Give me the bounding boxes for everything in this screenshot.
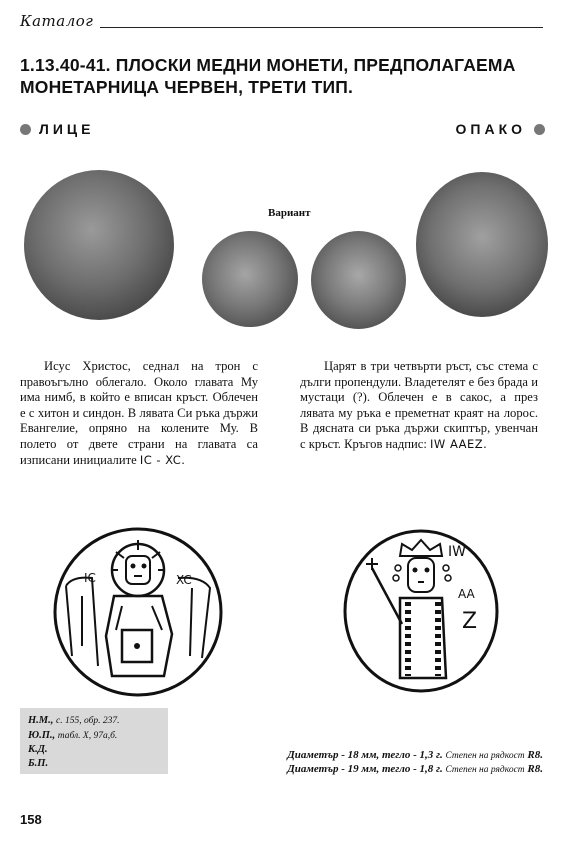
obverse-label <box>20 121 94 137</box>
obverse-label-text: ЛИЦЕ <box>39 121 95 137</box>
page-number: 158 <box>20 812 42 827</box>
svg-text:IC: IC <box>84 571 96 585</box>
variant-label: Вариант <box>268 207 311 219</box>
bullet-icon <box>534 124 545 135</box>
spec-line: Диаметър - 19 мм, тегло - 1,8 г. Степен на рядкост R8. <box>287 763 543 775</box>
references-box <box>20 708 168 774</box>
obverse-description-text: Исус Христос, седнал на трон с правоъгълно облегало. Около главата Му има нимб, в който е вписан кръст. Облечен е с хитон и синдон. В лявата Си ръка държи Евангелие, опряно на колените Му. В полето от двете страни на главата са изписани инициалите <box>20 359 258 467</box>
reverse-coin-photo <box>416 172 548 317</box>
reverse-legend: IW AAEZ. <box>430 436 488 451</box>
reverse-description-text: Царят в три четвърти ръст, със стема с дълги пропендули. Владетелят е без брада и мустаци (?). Облечен е в сакос, а през лявата му ръка е преметнат краят на лорос. В дясната си ръка държи скиптър, увенчан с кръст. Кръгов надпис: <box>300 359 538 451</box>
reference-line: К.Д. <box>28 744 48 755</box>
svg-text:Z: Z <box>462 609 478 634</box>
header-rule <box>100 27 543 28</box>
bullet-icon <box>20 124 31 135</box>
catalog-header: Каталог <box>20 12 94 30</box>
obverse-legend: IC - XC. <box>139 452 186 467</box>
svg-text:AA: AA <box>458 587 475 601</box>
reverse-label <box>456 121 546 137</box>
variant-obverse-coin-photo <box>202 231 298 327</box>
reference-line: Б.П. <box>28 757 49 769</box>
svg-text:XC: XC <box>176 573 192 587</box>
svg-text:IW: IW <box>448 544 466 560</box>
variant-reverse-coin-photo <box>311 231 406 329</box>
reference-line: Ю.П., табл. X, 97а,б. <box>28 729 118 741</box>
page-title: 1.13.40-41. ПЛОСКИ МЕДНИ МОНЕТИ, ПРЕДПОЛАГАЕМА МОНЕТАРНИЦА ЧЕРВЕН, ТРЕТИ ТИП. <box>20 55 516 97</box>
obverse-line-drawing <box>52 526 224 698</box>
reverse-label-text: ОПАКО <box>455 121 526 137</box>
obverse-coin-photo <box>24 170 174 320</box>
coin-specifications <box>287 749 543 777</box>
reference-line: Н.М., с. 155, обр. 237. <box>28 715 120 726</box>
spec-line: Диаметър - 18 мм, тегло - 1,3 г. Степен на рядкост R8. <box>287 749 543 761</box>
obverse-description <box>20 359 258 468</box>
reverse-line-drawing <box>342 528 500 694</box>
reverse-description <box>300 359 538 453</box>
